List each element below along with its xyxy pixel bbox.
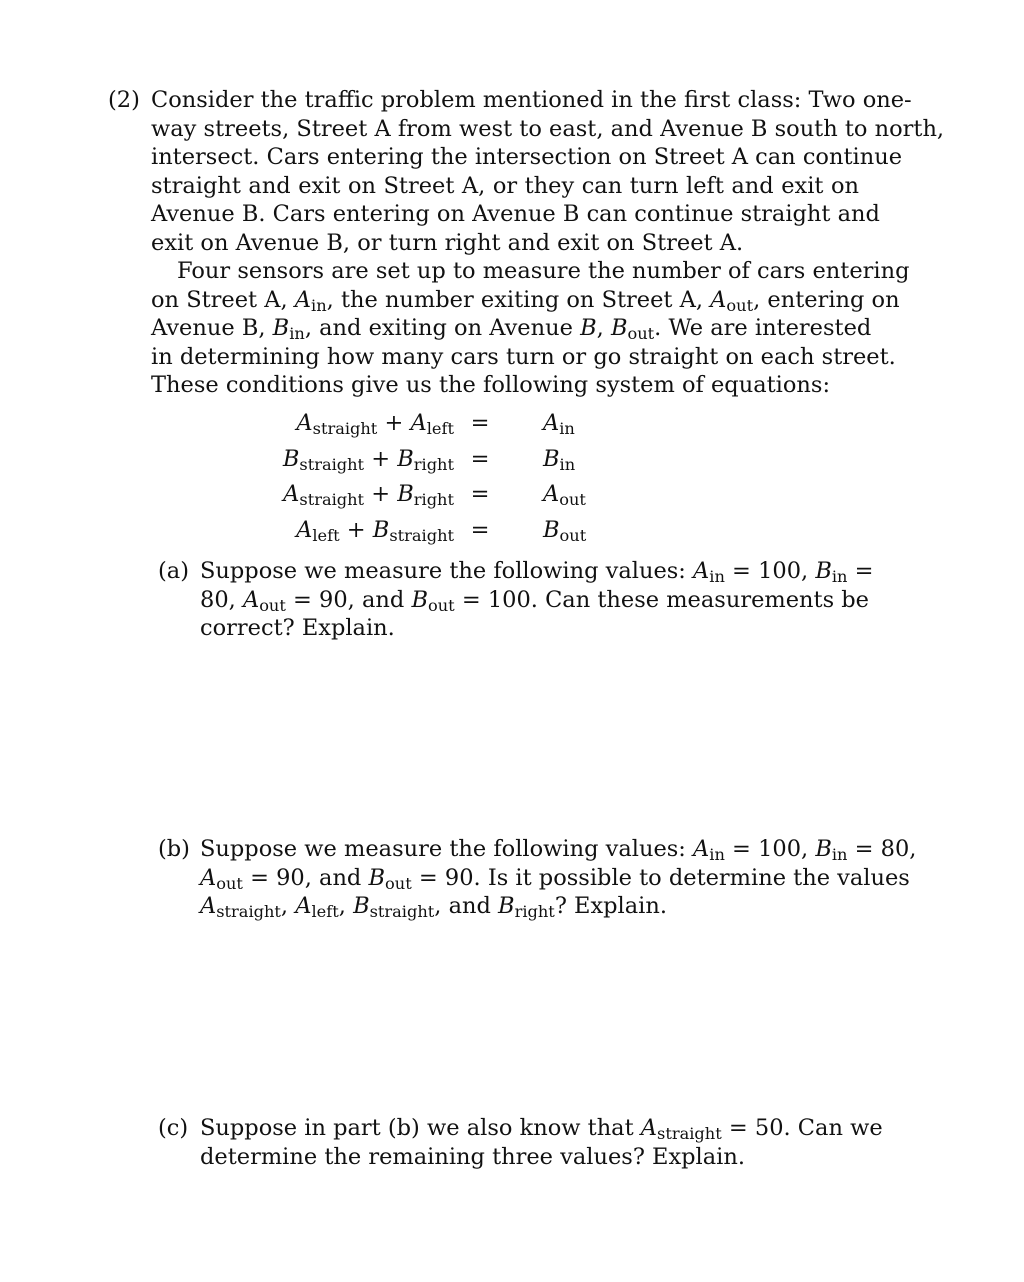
var-subscript: straight (299, 490, 365, 510)
var-subscript: straight (216, 902, 281, 922)
plus-sign: + (384, 410, 404, 436)
equation-rhs (543, 410, 575, 439)
equation-2 (282, 445, 630, 482)
var-subscript: straight (312, 419, 378, 439)
problem-number: (2) (108, 87, 140, 113)
equation-rhs (543, 517, 586, 543)
part-line (200, 557, 874, 587)
text-run: on Street A, (151, 286, 295, 313)
var-subscript: right (413, 454, 454, 474)
var-subscript: left (311, 902, 339, 922)
var-subscript: in (289, 324, 305, 344)
part-a-text (200, 557, 874, 643)
var-subscript: out (559, 525, 587, 545)
problem-intro (151, 86, 945, 257)
var-b-out (610, 315, 655, 344)
sensor-paragraph (151, 257, 910, 400)
var-b-right (498, 893, 555, 922)
var-letter: B (543, 445, 560, 472)
var-subscript: in (831, 845, 848, 865)
part-line: determine the remaining three values? Explain. (200, 1143, 745, 1170)
var-letter: B (282, 445, 300, 472)
var-subscript: straight (299, 454, 365, 474)
text-run: = 100. Can these measurements be (454, 586, 869, 613)
var-subscript: out (216, 873, 243, 893)
text-run: Suppose we measure the following values: (200, 558, 694, 584)
equation-lhs (296, 410, 454, 439)
var-subscript: out (427, 595, 455, 615)
var-a-out (710, 287, 753, 313)
text-run: = 50. Can we (721, 1115, 883, 1141)
equation-1 (296, 410, 630, 446)
var-letter: A (410, 410, 427, 436)
plus-sign: + (371, 481, 391, 507)
equation-lhs (283, 481, 454, 510)
var-a-straight (640, 1115, 722, 1144)
text-run: = 100, (724, 558, 816, 584)
var-a-left (295, 893, 339, 922)
text-run: , entering on (753, 286, 900, 313)
var-letter: B (397, 481, 414, 507)
var-letter: B (368, 864, 386, 891)
part-a-label: (a) (158, 558, 189, 584)
var-subscript: in (831, 567, 848, 587)
part-b-label: (b) (158, 836, 190, 862)
var-letter: B (815, 836, 832, 862)
var-b-in (815, 558, 848, 587)
var-b-straight (353, 893, 435, 922)
part-c-label: (c) (158, 1115, 189, 1141)
intro-line: Consider the traffic problem mentioned in the first class: Two one- (151, 87, 912, 113)
plus-sign: + (346, 516, 366, 543)
var-a-in (693, 558, 725, 587)
var-subscript: in (311, 295, 327, 315)
text-run: = 90, and (242, 864, 369, 891)
equation-rhs (543, 481, 586, 510)
sensor-line: These conditions give us the following system of equations: (151, 372, 831, 398)
var-letter: A (283, 481, 300, 507)
var-subscript: in (559, 419, 575, 439)
var-letter: A (710, 286, 727, 313)
var-letter: B (411, 586, 428, 613)
var-subscript: left (426, 419, 454, 439)
equation-lhs (283, 446, 454, 472)
var-subscript: right (413, 490, 454, 510)
var-b-in (272, 315, 305, 344)
text-run: , and exiting on Avenue (304, 315, 581, 341)
equals-sign: = (470, 481, 490, 507)
sensor-line: in determining how many cars turn or go straight on each street. (151, 343, 896, 370)
equals-sign: = (470, 445, 490, 472)
part-line (200, 864, 910, 893)
var-subscript: in (709, 567, 725, 587)
var-letter: B (610, 315, 628, 341)
equation-3 (283, 481, 630, 517)
text-run: = 90, and (285, 586, 412, 613)
var-letter: A (295, 893, 312, 919)
var-a-straight (200, 893, 281, 922)
text-run: Suppose we measure the following values: (200, 836, 694, 862)
var-subscript: in (559, 454, 576, 474)
var-subscript: left (312, 525, 340, 545)
var-subscript: out (627, 324, 655, 344)
text-run: , (338, 893, 354, 919)
equation-4 (296, 516, 630, 553)
var-subscript: out (726, 295, 754, 315)
intro-line: way streets, Street A from west to east, and Avenue B south to north, (151, 115, 945, 142)
var-letter: A (693, 558, 710, 584)
var-subscript: out (385, 873, 412, 893)
var-letter: B (543, 516, 560, 543)
var-subscript: right (514, 902, 555, 922)
text-run: = (847, 558, 874, 584)
var-subscript: straight (389, 525, 454, 545)
equals-sign: = (470, 516, 490, 543)
part-line: correct? Explain. (200, 615, 395, 641)
var-a-out (243, 587, 286, 613)
var-letter: B (815, 558, 832, 584)
var-subscript: out (559, 490, 586, 510)
text-run: , (280, 893, 296, 919)
var-letter: A (242, 586, 260, 613)
var-letter: A (693, 836, 710, 862)
part-line (200, 892, 859, 921)
var-b-in (815, 836, 848, 865)
intro-line: straight and exit on Street A, or they can turn left and exit on (151, 172, 859, 199)
text-run: = 80, (847, 836, 917, 862)
var-letter: B (353, 893, 370, 919)
text-run: , (596, 315, 604, 341)
text-run: = 90. Is it possible to determine the values (411, 864, 910, 891)
text-run: ? Explain. (554, 893, 667, 919)
part-line (200, 586, 869, 615)
text-run: , and (434, 893, 499, 919)
var-subscript: out (259, 595, 286, 615)
plus-sign: + (371, 445, 391, 472)
var-subscript: straight (657, 1124, 722, 1144)
part-b-text (200, 835, 917, 922)
var-letter: A (200, 864, 217, 891)
sensor-line (151, 286, 900, 315)
part-line (200, 835, 917, 865)
text-run: , the number exiting on Street A, (326, 286, 711, 313)
var-letter: B (272, 315, 290, 341)
var-a-in (295, 287, 327, 313)
var-letter: A (294, 286, 312, 313)
var-a-in (693, 836, 725, 865)
text-run: Suppose in part (b) we also know that (200, 1115, 641, 1141)
var-letter: A (296, 410, 313, 436)
var-letter: A (296, 516, 313, 543)
intro-line: exit on Avenue B, or turn right and exit on Street A. (151, 229, 744, 256)
var-subscript: in (709, 845, 725, 865)
var-letter: A (543, 410, 560, 436)
var-letter: A (543, 481, 560, 507)
var-subscript: straight (369, 902, 435, 922)
var-b-out (411, 587, 454, 613)
intro-line: Avenue B. Cars entering on Avenue B can continue straight and (151, 201, 880, 227)
var-letter: A (200, 893, 217, 919)
text-run: Avenue B, (151, 315, 273, 341)
var-b: B (580, 315, 597, 341)
var-letter: B (397, 445, 414, 472)
part-line (200, 1114, 883, 1144)
var-letter: B (498, 893, 515, 919)
text-run: = 100, (724, 836, 816, 862)
equation-system (282, 410, 630, 552)
intro-line: intersect. Cars entering the intersection on Street A can continue (151, 144, 903, 170)
sensor-line (151, 314, 872, 344)
sensor-line: Four sensors are set up to measure the number of cars entering (177, 258, 910, 284)
text-run: 80, (200, 586, 243, 613)
equation-rhs (543, 446, 575, 472)
var-a-out (200, 865, 243, 891)
var-b-out (369, 865, 412, 891)
text-run: . We are interested (654, 315, 872, 341)
var-letter: B (372, 516, 390, 543)
equation-lhs (296, 517, 454, 543)
part-c-text (200, 1114, 883, 1171)
equals-sign: = (470, 410, 490, 436)
var-letter: A (640, 1115, 658, 1141)
